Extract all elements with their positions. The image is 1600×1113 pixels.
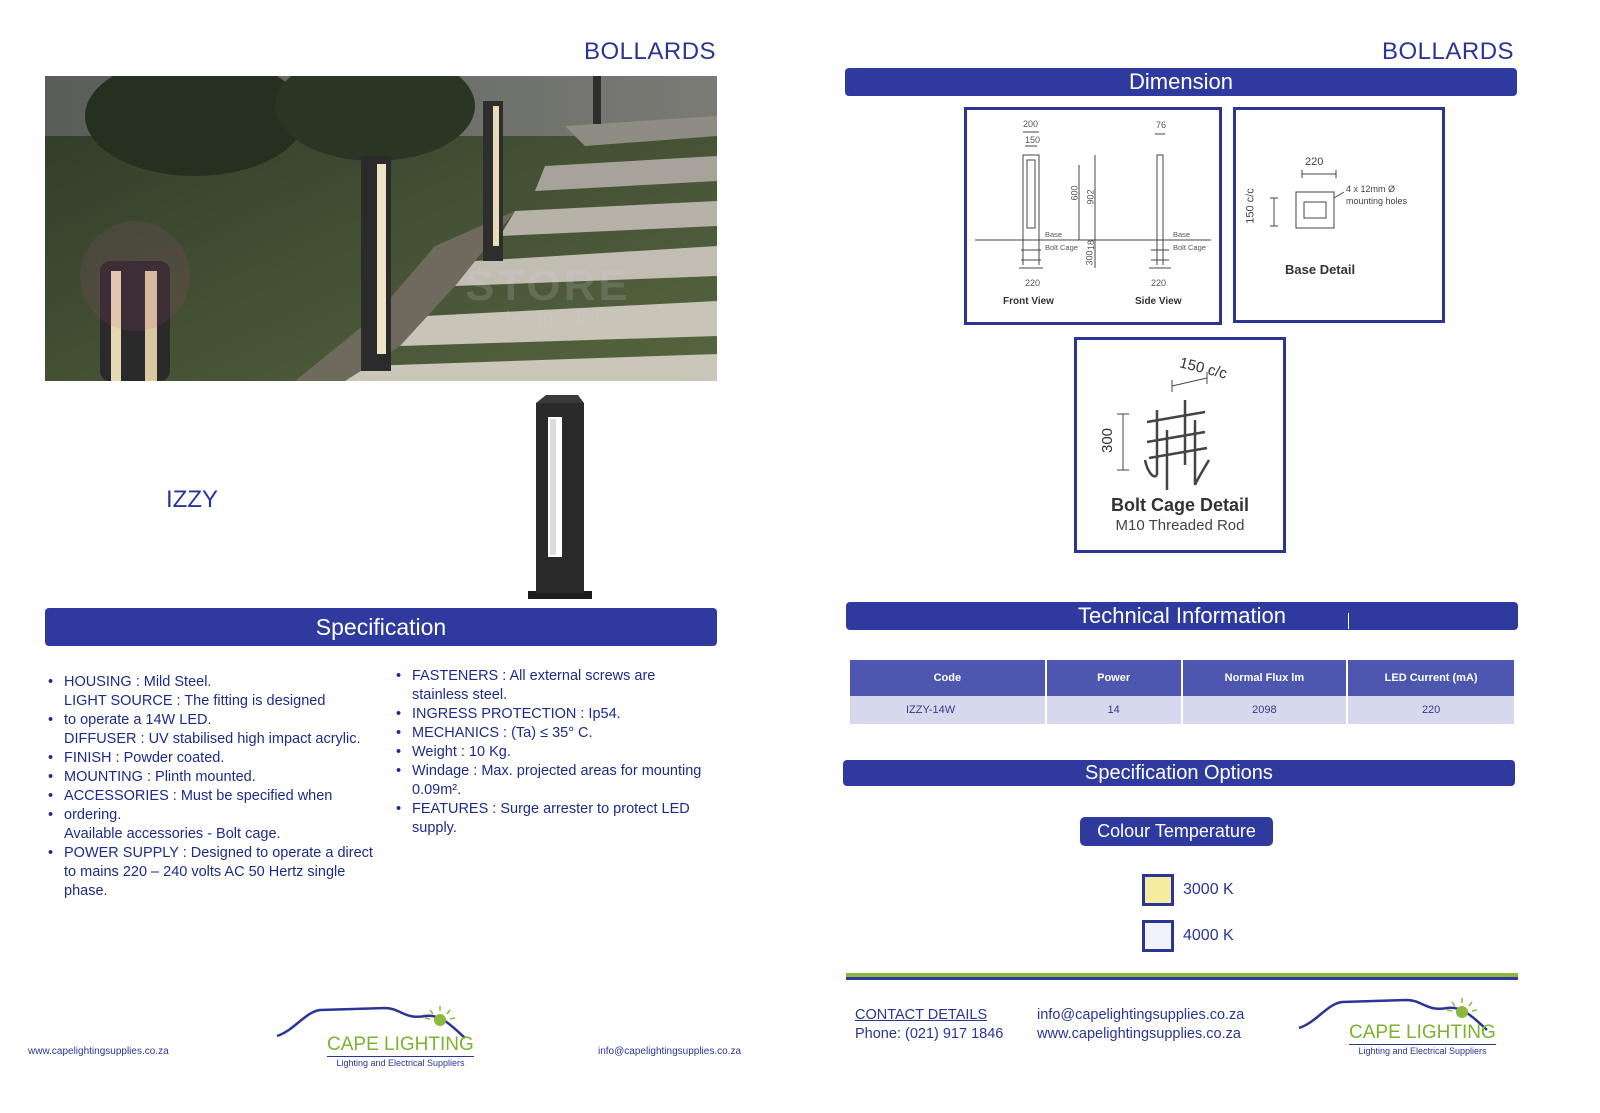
spec-list-item: phase. bbox=[64, 883, 108, 899]
contact-email-link[interactable]: info@capelightingsupplies.co.za bbox=[1037, 1007, 1245, 1023]
product-photo-illustration bbox=[45, 76, 717, 381]
tech-heading-divider bbox=[1348, 613, 1349, 629]
colour-option-3000k bbox=[1142, 874, 1234, 906]
left-logo bbox=[275, 998, 480, 1073]
options-heading: Specification Options bbox=[843, 760, 1515, 786]
photo-watermark-sub: design in lighting bbox=[500, 308, 635, 328]
dim-300: 300 bbox=[1084, 250, 1095, 266]
front-bolt-cage-label: Bolt Cage bbox=[1045, 243, 1078, 252]
base-dim-150cc: 150 c/c bbox=[1244, 188, 1257, 224]
spec-list-item: • INGRESS PROTECTION : Ip54. bbox=[392, 705, 722, 724]
spec-list-item: • MECHANICS : (Ta) ≤ 35° C. bbox=[392, 724, 722, 743]
spec-list-item: • Windage : Max. projected areas for mounting bbox=[392, 762, 722, 781]
colour-option-4000k bbox=[1142, 920, 1234, 952]
cell-flux: 2098 bbox=[1182, 696, 1348, 724]
spec-list-item: Available accessories - Bolt cage. bbox=[64, 826, 281, 842]
cage-dim-300: 300 bbox=[1099, 427, 1117, 454]
spec-list-col2 bbox=[392, 667, 722, 838]
base-detail-drawing bbox=[1233, 107, 1445, 323]
tech-heading: Technical Information bbox=[846, 602, 1518, 630]
spec-list-item: • FEATURES : Surge arrester to protect LED bbox=[392, 800, 722, 819]
cell-code: IZZY-14W bbox=[850, 696, 1046, 724]
base-holes-line1: 4 x 12mm Ø bbox=[1346, 184, 1396, 194]
spec-list-item: • HOUSING : Mild Steel. bbox=[44, 673, 389, 692]
base-holes-line2: mounting holes bbox=[1346, 196, 1408, 206]
dim-220-side: 220 bbox=[1151, 278, 1167, 288]
colour-option-label: 4000 K bbox=[1183, 927, 1234, 944]
spec-list-item: • to operate a 14W LED. bbox=[44, 711, 389, 730]
footer-website: www.capelightingsupplies.co.za bbox=[28, 1046, 169, 1057]
left-category-title: BOLLARDS bbox=[584, 38, 717, 65]
right-category-title: BOLLARDS bbox=[1382, 38, 1515, 65]
dimension-heading: Dimension bbox=[845, 68, 1517, 96]
bolt-cage-subtitle: M10 Threaded Rod bbox=[1115, 517, 1245, 534]
tech-col-led-current: LED Current (mA) bbox=[1347, 660, 1515, 696]
spec-heading: Specification bbox=[45, 608, 717, 646]
dim-150: 150 bbox=[1025, 135, 1041, 145]
spec-list-item: stainless steel. bbox=[412, 687, 508, 703]
dim-220-front: 220 bbox=[1025, 278, 1041, 288]
spec-list-item: • POWER SUPPLY : Designed to operate a direct bbox=[44, 844, 389, 863]
dim-76: 76 bbox=[1156, 120, 1167, 130]
base-line-drawing bbox=[1236, 110, 1442, 320]
tech-col-flux: Normal Flux lm bbox=[1182, 660, 1348, 696]
dim-18: 18 bbox=[1086, 239, 1097, 251]
product-photo bbox=[45, 76, 717, 381]
base-dim-220: 220 bbox=[1305, 156, 1324, 168]
contact-website-link[interactable]: www.capelightingsupplies.co.za bbox=[1037, 1026, 1241, 1042]
footer-rule-navy bbox=[846, 977, 1518, 980]
spec-list-item: • Weight : 10 Kg. bbox=[392, 743, 722, 762]
swatch-4000k bbox=[1142, 920, 1174, 952]
contact-heading: CONTACT DETAILS bbox=[855, 1007, 988, 1023]
cell-power: 14 bbox=[1046, 696, 1182, 724]
spec-list-item: LIGHT SOURCE : The fitting is designed bbox=[64, 693, 326, 709]
spec-list-item: 0.09m². bbox=[412, 782, 462, 798]
front-view-label: Front View bbox=[1003, 296, 1054, 307]
footer-email: info@capelightingsupplies.co.za bbox=[598, 1046, 742, 1057]
dim-600: 600 bbox=[1069, 185, 1080, 201]
right-logo-tagline: Lighting and Electrical Suppliers bbox=[1349, 1044, 1496, 1056]
dim-200: 200 bbox=[1023, 119, 1039, 129]
cell-led-current: 220 bbox=[1347, 696, 1515, 724]
spec-list-item: • ordering. bbox=[44, 806, 389, 825]
front-side-drawing bbox=[964, 107, 1222, 325]
spec-list-item: • FASTENERS : All external screws are bbox=[392, 667, 722, 686]
contact-phone: Phone: (021) 917 1846 bbox=[855, 1026, 1004, 1042]
side-bolt-cage-label: Bolt Cage bbox=[1173, 243, 1206, 252]
product-cutout bbox=[526, 395, 596, 601]
swatch-3000k bbox=[1142, 874, 1174, 906]
bolt-cage-drawing bbox=[1074, 337, 1286, 553]
left-logo-tagline: Lighting and Electrical Suppliers bbox=[327, 1056, 474, 1068]
colour-temperature-label: Colour Temperature bbox=[1080, 817, 1273, 846]
front-base-label: Base bbox=[1045, 230, 1063, 239]
tech-table-header-row bbox=[850, 660, 1515, 696]
front-side-line-drawing bbox=[967, 110, 1219, 322]
table-row bbox=[850, 696, 1515, 724]
spec-list-col1 bbox=[44, 673, 389, 901]
side-view-label: Side View bbox=[1135, 296, 1182, 307]
spec-list-item: • MOUNTING : Plinth mounted. bbox=[44, 768, 389, 787]
colour-option-label: 3000 K bbox=[1183, 881, 1234, 898]
spec-list-item: supply. bbox=[412, 820, 457, 836]
photo-watermark: STORE bbox=[465, 261, 631, 310]
product-name: IZZY bbox=[166, 486, 218, 513]
spec-list-item: • FINISH : Powder coated. bbox=[44, 749, 389, 768]
tech-col-code: Code bbox=[850, 660, 1046, 696]
left-logo-name: CAPE LIGHTING bbox=[327, 1034, 474, 1055]
base-detail-title: Base Detail bbox=[1285, 262, 1356, 277]
spec-list-item: to mains 220 – 240 volts AC 50 Hertz single bbox=[64, 864, 346, 880]
spec-list-item: • ACCESSORIES : Must be specified when bbox=[44, 787, 389, 806]
right-logo bbox=[1297, 990, 1502, 1065]
bolt-cage-title: Bolt Cage Detail bbox=[1110, 495, 1250, 515]
cage-dim-150cc: 150 c/c bbox=[1177, 354, 1229, 383]
dim-902: 902 bbox=[1085, 189, 1096, 205]
tech-table bbox=[850, 660, 1516, 724]
spec-list-item: DIFFUSER : UV stabilised high impact acrylic. bbox=[64, 731, 361, 747]
tech-col-power: Power bbox=[1046, 660, 1182, 696]
right-logo-name: CAPE LIGHTING bbox=[1349, 1022, 1496, 1043]
side-base-label: Base bbox=[1173, 230, 1191, 239]
bollard-icon bbox=[526, 395, 596, 601]
